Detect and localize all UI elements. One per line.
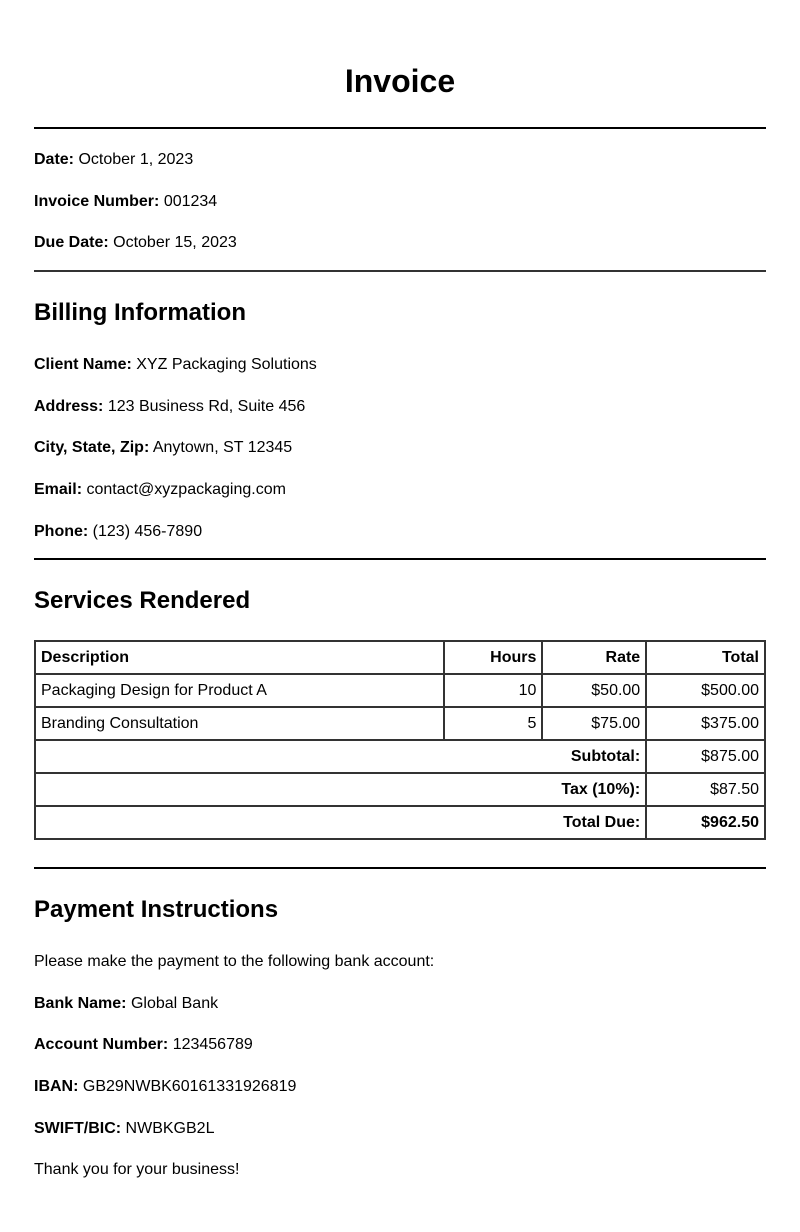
row-hours: 5: [444, 707, 543, 740]
date-value: October 1, 2023: [78, 151, 194, 168]
total-due-row: [35, 806, 765, 839]
iban-value: GB29NWBK60161331926819: [82, 1078, 297, 1095]
table-header-row: [35, 641, 765, 674]
city-label: City, State, Zip:: [34, 439, 150, 456]
invoice-title: Invoice: [344, 63, 456, 99]
column-header-hours: Hours: [444, 641, 543, 674]
bank-name-label: Bank Name:: [34, 995, 127, 1012]
tax-value: $87.50: [646, 773, 765, 806]
divider: [34, 270, 766, 272]
row-rate: $75.00: [542, 707, 646, 740]
thank-you-message: Thank you for your business!: [34, 1161, 240, 1178]
client-name-value: XYZ Packaging Solutions: [136, 356, 317, 373]
row-description: Packaging Design for Product A: [35, 674, 444, 707]
swift-value: NWBKGB2L: [125, 1120, 215, 1137]
row-total: $500.00: [646, 674, 765, 707]
total-due-value: $962.50: [646, 806, 765, 839]
address-line: [34, 397, 305, 417]
subtotal-row: [35, 740, 765, 773]
divider: [34, 558, 766, 560]
phone-value: (123) 456-7890: [92, 523, 203, 540]
account-number-label: Account Number:: [34, 1036, 169, 1053]
iban-label: IBAN:: [34, 1078, 79, 1095]
phone-line: [34, 522, 202, 542]
due-date-line: [34, 233, 237, 253]
city-line: [34, 438, 292, 458]
address-value: 123 Business Rd, Suite 456: [107, 398, 306, 415]
bank-name-value: Global Bank: [130, 995, 219, 1012]
swift-label: SWIFT/BIC:: [34, 1120, 122, 1137]
row-description: Branding Consultation: [35, 707, 444, 740]
services-table: [34, 640, 766, 840]
address-label: Address:: [34, 398, 104, 415]
divider: [34, 867, 766, 869]
invoice-number-value: 001234: [163, 193, 218, 210]
phone-label: Phone:: [34, 523, 89, 540]
column-header-description: Description: [35, 641, 444, 674]
date-line: [34, 150, 193, 170]
city-value: Anytown, ST 12345: [152, 439, 293, 456]
tax-row: [35, 773, 765, 806]
invoice-number-label: Invoice Number:: [34, 193, 160, 210]
swift-line: [34, 1119, 214, 1139]
email-value: contact@xyzpackaging.com: [86, 481, 286, 498]
column-header-rate: Rate: [542, 641, 646, 674]
bank-name-line: [34, 994, 218, 1014]
payment-heading: Payment Instructions: [34, 896, 279, 923]
services-heading: Services Rendered: [34, 587, 251, 614]
account-number-line: [34, 1035, 253, 1055]
column-header-total: Total: [646, 641, 765, 674]
subtotal-value: $875.00: [646, 740, 765, 773]
email-label: Email:: [34, 481, 83, 498]
invoice-number-line: [34, 192, 217, 212]
row-hours: 10: [444, 674, 543, 707]
client-name-line: [34, 355, 317, 375]
client-name-label: Client Name:: [34, 356, 132, 373]
tax-label: Tax (10%):: [35, 773, 646, 806]
billing-heading: Billing Information: [34, 299, 246, 326]
email-line: [34, 480, 286, 500]
row-total: $375.00: [646, 707, 765, 740]
due-date-value: October 15, 2023: [113, 234, 237, 251]
table-row: [35, 707, 765, 740]
subtotal-label: Subtotal:: [35, 740, 646, 773]
due-date-label: Due Date:: [34, 234, 109, 251]
total-due-label: Total Due:: [35, 806, 646, 839]
payment-intro: Please make the payment to the following bank account:: [34, 953, 435, 970]
iban-line: [34, 1077, 296, 1097]
divider: [34, 127, 766, 129]
row-rate: $50.00: [542, 674, 646, 707]
table-row: [35, 674, 765, 707]
date-label: Date:: [34, 151, 75, 168]
account-number-value: 123456789: [172, 1036, 253, 1053]
